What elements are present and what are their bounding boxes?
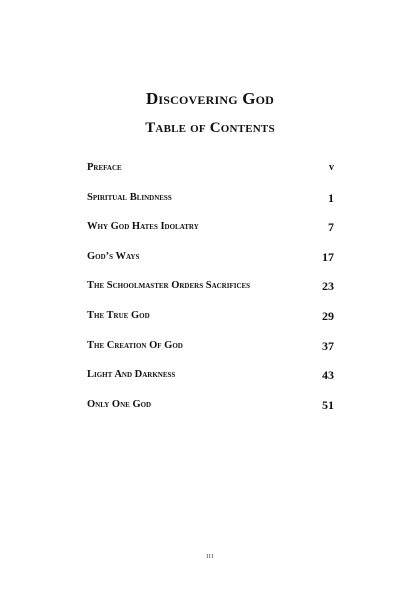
toc-entry[interactable] [87, 280, 334, 310]
toc-entry[interactable] [87, 399, 334, 429]
book-title: Discovering God [145, 89, 275, 108]
toc-entry[interactable] [87, 340, 334, 370]
toc-entry-page: v [329, 162, 334, 173]
toc-entry-label: The Schoolmaster Orders Sacrifices [87, 280, 251, 292]
toc-heading: Table of Contents [145, 120, 275, 136]
toc-entry[interactable] [87, 310, 334, 340]
toc-entry[interactable] [87, 192, 334, 222]
toc-entry-page: 43 [322, 368, 334, 383]
toc-entry-page: 23 [322, 279, 334, 294]
toc-entry-page: 1 [328, 190, 334, 205]
toc-entry-label: Preface [87, 162, 122, 173]
toc-entry[interactable] [87, 369, 334, 399]
toc-entry[interactable] [87, 221, 334, 251]
toc-entry[interactable] [87, 162, 334, 192]
toc-entry-label: Light And Darkness [87, 369, 176, 381]
toc-entry-label: Why God Hates Idolatry [87, 221, 199, 233]
toc-entry-label: Only One God [87, 398, 152, 410]
toc-list [87, 162, 334, 428]
toc-entry-page: 7 [328, 220, 334, 235]
toc-entry-page: 51 [322, 397, 334, 412]
toc-entry-label: Spiritual Blindness [87, 191, 172, 203]
toc-entry[interactable] [87, 251, 334, 281]
toc-entry-label: The True God [87, 309, 150, 321]
toc-entry-page: 37 [322, 338, 334, 353]
page-number: iii [206, 551, 214, 560]
toc-entry-label: God’s Ways [87, 250, 140, 262]
toc-entry-label: The Creation Of God [87, 339, 183, 351]
toc-entry-page: 17 [322, 249, 334, 264]
toc-entry-page: 29 [322, 308, 334, 323]
